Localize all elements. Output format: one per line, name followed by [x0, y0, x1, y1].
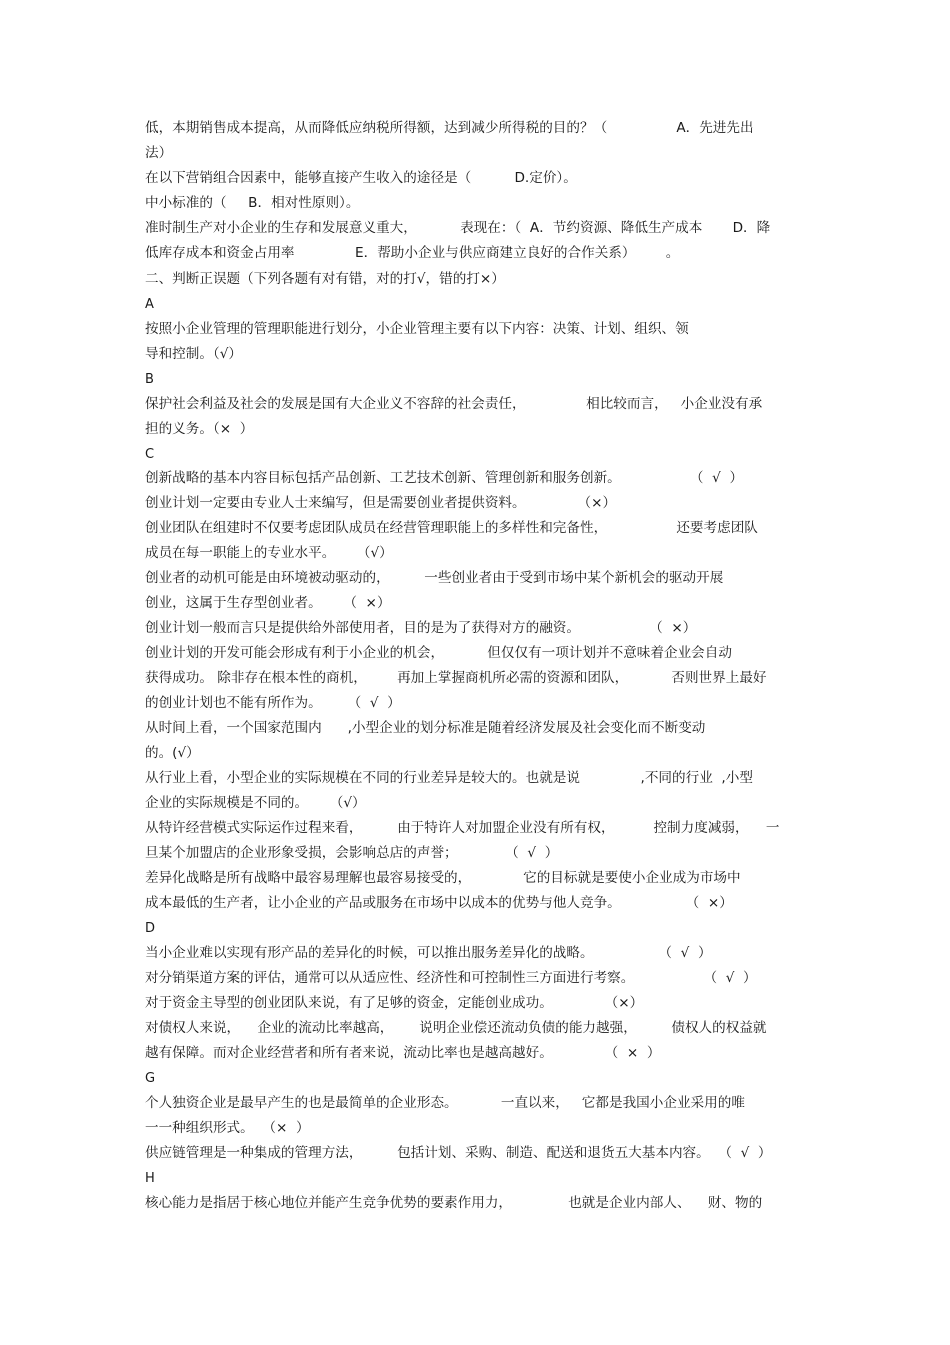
text-line: 当小企业难以实现有形产品的差异化的时候，可以推出服务差异化的战略。 （ √ ）: [145, 945, 712, 961]
text-line: 获得成功。 除非存在根本性的商机， 再加上掌握商机所必需的资源和团队， 否则世界上最好: [145, 670, 767, 686]
text-line: 核心能力是指居于核心地位并能产生竞争优势的要素作用力， 也就是企业内部人、 财、物的: [145, 1195, 763, 1211]
letter-heading: D: [145, 921, 156, 936]
text-line: 的。(√）: [145, 745, 200, 761]
text-line: 创新战略的基本内容目标包括产品创新、工艺技术创新、管理创新和服务创新。 （ √ ）: [145, 470, 744, 486]
text-line: 保护社会利益及社会的发展是国有大企业义不容辞的社会责任， 相比较而言， 小企业没有承: [145, 396, 763, 412]
text-line: 创业计划一定要由专业人士来编写，但是需要创业者提供资料。 （×）: [145, 495, 617, 511]
text-line: 低，本期销售成本提高，从而降低应纳税所得额，达到减少所得税的目的？（ A．先进先出: [145, 120, 754, 136]
text-line: 成员在每一职能上的专业水平。 （√）: [145, 545, 393, 561]
letter-heading: H: [145, 1171, 155, 1186]
text-line: 导和控制。（√）: [145, 346, 243, 362]
text-line: 对债权人来说， 企业的流动比率越高， 说明企业偿还流动负债的能力越强， 债权人的权益就: [145, 1020, 767, 1036]
text-line: 创业，这属于生存型创业者。 （ ×）: [145, 595, 391, 611]
letter-heading: B: [145, 372, 154, 387]
text-line: 差异化战略是所有战略中最容易理解也最容易接受的， 它的目标就是要使小企业成为市场中: [145, 870, 741, 886]
section-heading: 二、判断正误题（下列各题有对有错，对的打√，错的打×）: [145, 271, 505, 287]
letter-heading: A: [145, 297, 154, 312]
text-line: 个人独资企业是最早产生的也是最简单的企业形态。 一直以来， 它都是我国小企业采用的唯: [145, 1095, 745, 1111]
text-line: 的创业计划也不能有所作为。 （ √ ）: [145, 695, 401, 711]
text-line: 从行业上看，小型企业的实际规模在不同的行业差异是较大的。也就是说 ,不同的行业 ,小型: [145, 770, 753, 786]
text-line: 成本最低的生产者，让小企业的产品或服务在市场中以成本的优势与他人竞争。 （ ×）: [145, 895, 733, 911]
letter-heading: G: [145, 1071, 156, 1086]
text-line: 创业计划一般而言只是提供给外部使用者，目的是为了获得对方的融资。 （ ×）: [145, 620, 697, 636]
text-line: 在以下营销组合因素中，能够直接产生收入的途径是（ D.定价）。: [145, 170, 577, 186]
text-line: 一一种组织形式。 （× ）: [145, 1120, 310, 1136]
text-line: 从时间上看，一个国家范围内 ,小型企业的划分标准是随着经济发展及社会变化而不断变动: [145, 720, 706, 736]
text-line: 创业团队在组建时不仅要考虑团队成员在经营管理职能上的多样性和完备性， 还要考虑团队: [145, 520, 758, 536]
text-line: 中小标准的（ B．相对性原则）。: [145, 195, 360, 211]
text-line: 法）: [145, 145, 173, 161]
text-line: 供应链管理是一种集成的管理方法， 包括计划、采购、制造、配送和退货五大基本内容。 （ √ ）: [145, 1145, 772, 1161]
text-line: 低库存成本和资金占用率 E．帮助小企业与供应商建立良好的合作关系） 。: [145, 245, 680, 261]
text-line: 按照小企业管理的管理职能进行划分，小企业管理主要有以下内容：决策、计划、组织、领: [145, 321, 689, 337]
text-line: 旦某个加盟店的企业形象受损，会影响总店的声誉； （ √ ）: [145, 845, 559, 861]
text-line: 对于资金主导型的创业团队来说，有了足够的资金，定能创业成功。 （×）: [145, 995, 644, 1011]
letter-heading: C: [145, 447, 155, 462]
text-line: 创业计划的开发可能会形成有利于小企业的机会， 但仅仅有一项计划并不意味着企业会自动: [145, 645, 732, 661]
text-line: 从特许经营模式实际运作过程来看， 由于特许人对加盟企业没有所有权， 控制力度减弱， 一: [145, 820, 780, 836]
text-line: 越有保障。而对企业经营者和所有者来说，流动比率也是越高越好。 （ × ）: [145, 1045, 661, 1061]
text-line: 企业的实际规模是不同的。 （√）: [145, 795, 366, 811]
text-line: 准时制生产对小企业的生存和发展意义重大， 表现在：（ A．节约资源、降低生产成本 D．降: [145, 220, 771, 236]
text-line: 对分销渠道方案的评估，通常可以从适应性、经济性和可控制性三方面进行考察。 （ √ ）: [145, 970, 757, 986]
text-line: 创业者的动机可能是由环境被动驱动的， 一些创业者由于受到市场中某个新机会的驱动开展: [145, 570, 724, 586]
text-line: 担的义务。（× ）: [145, 421, 254, 437]
